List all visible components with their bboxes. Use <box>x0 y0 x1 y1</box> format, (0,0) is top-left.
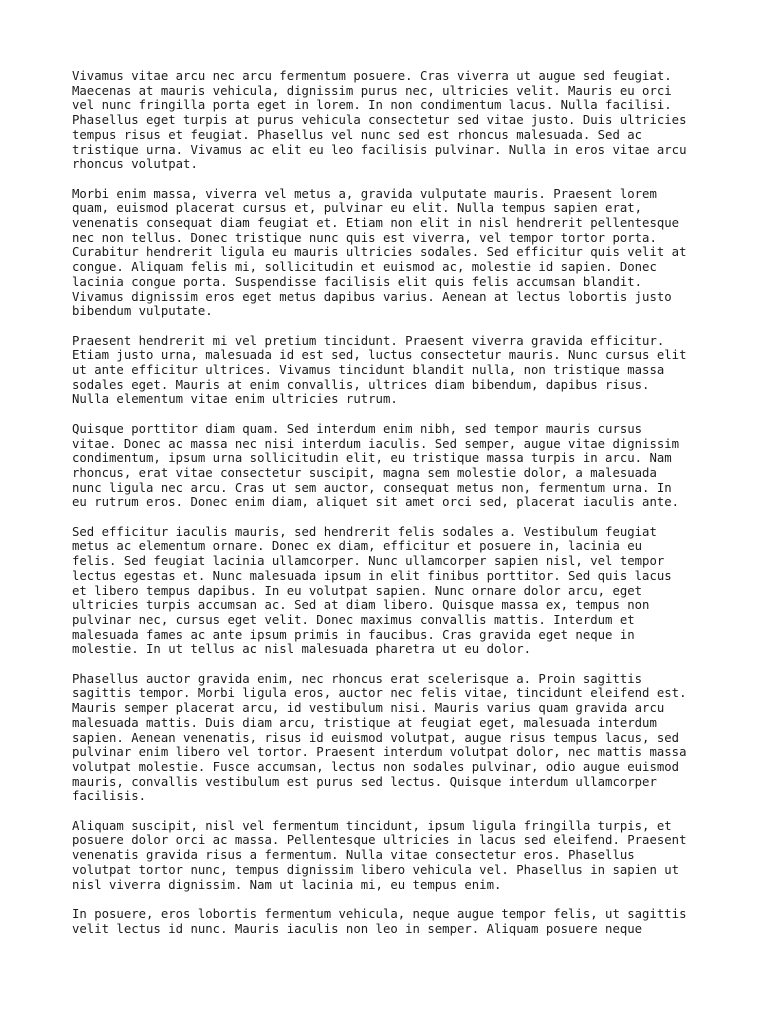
paragraph-5: Sed efficitur iaculis mauris, sed hendrerit felis sodales a. Vestibulum feugiat metus ac elementum ornare. Donec ex diam, efficitur et posuere in, lacinia eu felis. Sed feugiat lacinia ullamcorper. Nunc ullamcorper sapien nisl, vel tempor lectus egestas et. Nunc malesuada ipsum in elit finibus porttitor. Sed quis lacus et libero tempus dapibus. In eu volutpat sapien. Nunc ornare dolor arcu, eget ultricies turpis accumsan ac. Sed at diam libero. Quisque massa ex, tempus non pulvinar nec, cursus eget velit. Donec maximus convallis mattis. Interdum et malesuada fames ac ante ipsum primis in faucibus. Cras gravida eget neque in molestie. In ut tellus ac nisl malesuada pharetra ut eu dolor. <box>72 524 672 657</box>
paragraph-3: Praesent hendrerit mi vel pretium tincidunt. Praesent viverra gravida efficitur. Etiam justo urna, malesuada id est sed, luctus consectetur mauris. Nunc cursus elit ut ante efficitur ultrices. Vivamus tincidunt blandit nulla, non tristique massa sodales eget. Mauris at enim convallis, ultrices diam bibendum, dapibus risus. Nulla elementum vitae enim ultricies rutrum. <box>72 333 687 407</box>
paragraph-6: Phasellus auctor gravida enim, nec rhoncus erat scelerisque a. Proin sagittis sagittis tempor. Morbi ligula eros, auctor nec felis vitae, tincidunt eleifend est. Mauris semper placerat arcu, id vestibulum nisi. Mauris varius quam gravida arcu malesuada mattis. Duis diam arcu, tristique at feugiat eget, malesuada interdum sapien. Aenean venenatis, risus id euismod volutpat, augue risus tempus lacus, sed pulvinar enim libero vel tortor. Praesent interdum volutpat dolor, nec mattis massa volutpat molestie. Fusce accumsan, lectus non sodales pulvinar, odio augue euismod mauris, convallis vestibulum est purus sed lectus. Quisque interdum ullamcorper facilisis. <box>72 671 687 804</box>
paragraph-4: Quisque porttitor diam quam. Sed interdum enim nibh, sed tempor mauris cursus vitae. Donec ac massa nec nisi interdum iaculis. Sed semper, augue vitae dignissim condimentum, ipsum urna sollicitudin elit, eu tristique massa turpis in arcu. Nam rhoncus, erat vitae consectetur suscipit, magna sem molestie dolor, a malesuada nunc ligula nec arcu. Cras ut sem auctor, consequat metus non, fermentum urna. In eu rutrum eros. Donec enim diam, aliquet sit amet orci sed, placerat iaculis ante. <box>72 421 680 510</box>
paragraph-8: In posuere, eros lobortis fermentum vehicula, neque augue tempor felis, ut sagittis velit lectus id nunc. Mauris iaculis non leo in semper. Aliquam posuere neque <box>72 906 687 936</box>
document-page <box>72 69 712 951</box>
paragraph-1: Vivamus vitae arcu nec arcu fermentum posuere. Cras viverra ut augue sed feugiat. Maecenas at mauris vehicula, dignissim purus nec, ultricies velit. Mauris eu orci vel nunc fringilla porta eget in lorem. In non condimentum lacus. Nulla facilisi. Phasellus eget turpis at purus vehicula consectetur sed vitae justo. Duis ultricies tempus risus et feugiat. Phasellus vel nunc sed est rhoncus malesuada. Sed ac tristique urna. Vivamus ac elit eu leo facilisis pulvinar. Nulla in eros vitae arcu rhoncus volutpat. <box>72 69 687 172</box>
paragraph-7: Aliquam suscipit, nisl vel fermentum tincidunt, ipsum ligula fringilla turpis, et posuere dolor orci ac massa. Pellentesque ultricies in lacus sed eleifend. Praesent venenatis gravida risus a fermentum. Nulla vitae consectetur eros. Phasellus volutpat tortor nunc, tempus dignissim libero vehicula vel. Phasellus in sapien ut nisl viverra dignissim. Nam ut lacinia mi, eu tempus enim. <box>72 818 687 892</box>
paragraph-2: Morbi enim massa, viverra vel metus a, gravida vulputate mauris. Praesent lorem quam, euismod placerat cursus et, pulvinar eu elit. Nulla tempus sapien erat, venenatis consequat diam feugiat et. Etiam non elit in nisl hendrerit pellentesque nec non tellus. Donec tristique nunc quis est viverra, vel tempor tortor porta. Curabitur hendrerit ligula eu mauris ultricies sodales. Sed efficitur quis velit at congue. Aliquam felis mi, sollicitudin et euismod ac, molestie id sapien. Donec lacinia congue porta. Suspendisse facilisis elit quis felis accumsan blandit. Vivamus dignissim eros eget metus dapibus varius. Aenean at lectus lobortis justo bibendum vulputate. <box>72 186 687 319</box>
